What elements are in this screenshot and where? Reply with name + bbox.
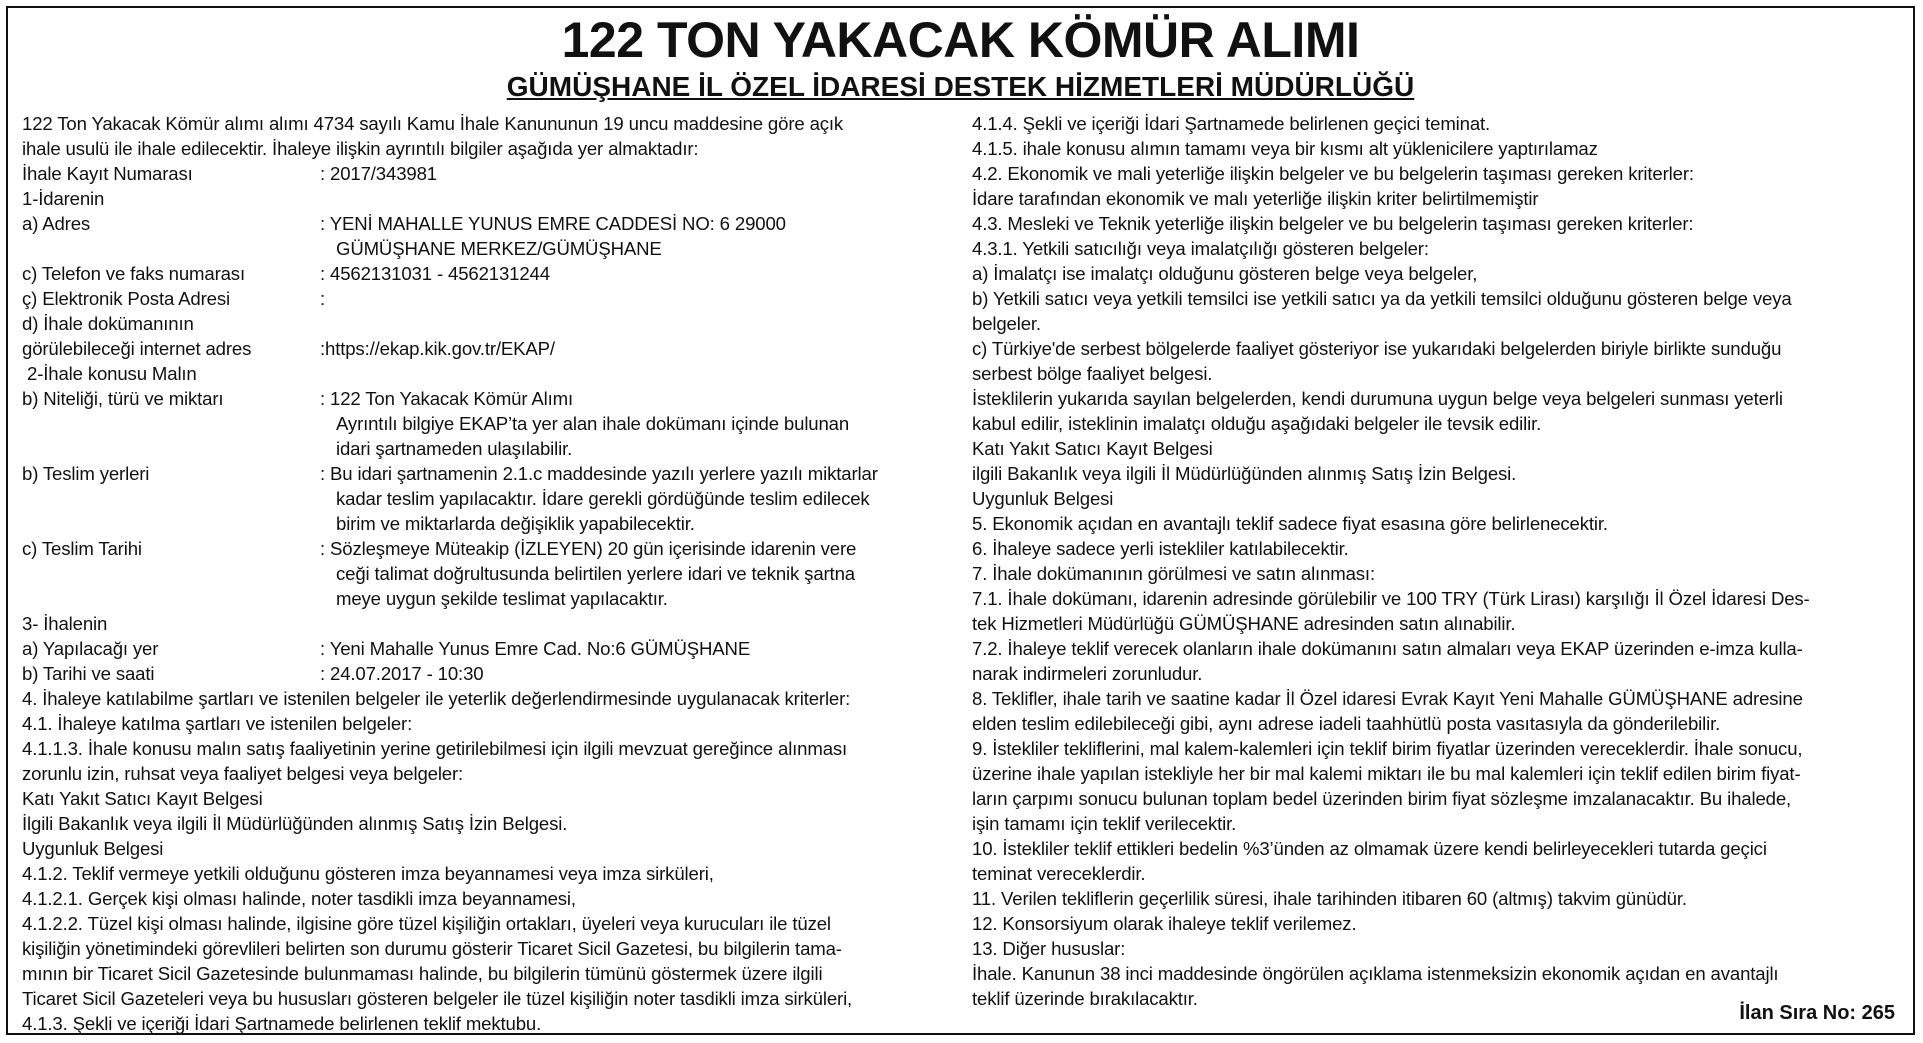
paragraph-line: 13. Diğer hususlar: (972, 938, 1126, 959)
paragraph-line: 4.2. Ekonomik ve mali yeterliğe ilişkin belgeler ve bu belgelerin taşıması gereken kriterler: (972, 163, 1694, 184)
paragraph-line: 7.1. İhale dokümanı, idarenin adresinde görülebilir ve 100 TRY (Türk Lirası) karşılığı İl Özel İdaresi Des- (972, 588, 1810, 609)
adres-row (22, 211, 974, 236)
announcement-page (6, 6, 1915, 1035)
teslim-tarih-value: : Sözleşmeye Müteakip (İZLEYEN) 20 gün içerisinde idarenin vere (320, 538, 857, 559)
paragraph-line: 12. Konsorsiyum olarak ihaleye teklif verilemez. (972, 913, 1357, 934)
saat-label: b) Tarihi ve saati (22, 663, 155, 684)
paragraph-line: narak indirmeleri zorunludur. (972, 663, 1203, 684)
paragraph-line: teklif üzerinde bırakılacaktır. (972, 988, 1198, 1009)
dok-value: :https://ekap.kik.gov.tr/EKAP/ (320, 338, 555, 359)
paragraph-line: İsteklilerin yukarıda sayılan belgelerden, kendi durumuna uygun belge veya belgeleri sunması yeterli (972, 388, 1783, 409)
paragraph-line: 7.2. İhaleye teklif verecek olanların ihale dokümanını satın almaları veya EKAP üzerinden e-imza kulla- (972, 638, 1803, 659)
paragraph-line: 6. İhaleye sadece yerli istekliler katılabilecektir. (972, 538, 1349, 559)
eposta-label: ç) Elektronik Posta Adresi (22, 288, 230, 309)
teslim-yer-value-cont: kadar teslim yapılacaktır. İdare gerekli gördüğünde teslim edilecek (336, 488, 870, 509)
teslim-yer-row (22, 461, 974, 486)
ikn-value: : 2017/343981 (320, 163, 437, 184)
paragraph-line: 4.1.5. ihale konusu alımın tamamı veya bir kısmı alt yüklenicilere yaptırılamaz (972, 138, 1598, 159)
intro-line: ihale usulü ile ihale edilecektir. İhaleye ilişkin ayrıntılı bilgiler aşağıda yer almaktadır: (22, 138, 699, 159)
paragraph-line: 5. Ekonomik açıdan en avantajlı teklif sadece fiyat esasına göre belirlenecektir. (972, 513, 1608, 534)
nitelik-value-cont: Ayrıntılı bilgiye EKAP’ta yer alan ihale dokümanı içinde bulunan (336, 413, 850, 434)
paragraph-line: üzerine ihale yapılan istekliyle her bir mal kalemi miktarı ile bu mal kalemleri için teklif edilen birim fiyat- (972, 763, 1801, 784)
nitelik-value-cont: idari şartnameden ulaşılabilir. (336, 438, 573, 459)
nitelik-label: b) Niteliği, türü ve miktarı (22, 388, 224, 409)
tel-label: c) Telefon ve faks numarası (22, 263, 245, 284)
ilan-sira-no: İlan Sıra No: 265 (1739, 1002, 1895, 1024)
section-heading: 3- İhalenin (22, 613, 108, 634)
nitelik-row (22, 386, 974, 411)
paragraph-line: tek Hizmetleri Müdürlüğü GÜMÜŞHANE adresinden satın alınabilir. (972, 613, 1516, 634)
paragraph-line: ların çarpımı sonucu bulunan toplam bedel üzerinden birim fiyat sözleşme imzalanacaktır. Bu ihalede, (972, 788, 1792, 809)
paragraph-line: Katı Yakıt Satıcı Kayıt Belgesi (22, 788, 263, 809)
paragraph-line: İhale. Kanunun 38 inci maddesinde öngörülen açıklama istenmeksizin ekonomik açıdan en avantajlı (972, 963, 1779, 984)
yer-value: : Yeni Mahalle Yunus Emre Cad. No:6 GÜMÜŞHANE (320, 638, 751, 659)
dok-row (22, 336, 974, 361)
paragraph-line: 9. İstekliler tekliflerini, mal kalem-kalemleri için teklif birim fiyatlar üzerinden vereceklerdir. İhale sonucu, (972, 738, 1803, 759)
paragraph-line: b) Yetkili satıcı veya yetkili temsilci ise yetkili satıcı ya da yetkili temsilci olduğunu gösteren belge veya (972, 288, 1792, 309)
paragraph-line: kabul edilir, isteklinin imalatçı olduğu aşağıdaki belgeler ile tevsik edilir. (972, 413, 1542, 434)
teslim-yer-label: b) Teslim yerleri (22, 463, 150, 484)
paragraph-line: 4.1.2.1. Gerçek kişi olması halinde, noter tasdikli imza beyannamesi, (22, 888, 576, 909)
teslim-yer-value-cont: birim ve miktarlarda değişiklik yapabilecektir. (336, 513, 695, 534)
section-heading: 1-İdarenin (22, 188, 105, 209)
teslim-tarih-row (22, 536, 974, 561)
adres-value: : YENİ MAHALLE YUNUS EMRE CADDESİ NO: 6 29000 (320, 213, 786, 234)
nitelik-value: : 122 Ton Yakacak Kömür Alımı (320, 388, 574, 409)
eposta-row (22, 286, 974, 311)
eposta-value: : (320, 288, 326, 309)
ikn-label: İhale Kayıt Numarası (22, 163, 193, 184)
paragraph-line: 10. İstekliler teklif ettikleri bedelin %3’ünden az olmamak üzere kendi belirleyecekleri tutarda geçici (972, 838, 1767, 859)
section-heading: 2-İhale konusu Malın (22, 363, 197, 384)
saat-row (22, 661, 974, 686)
paragraph-line: İlgili Bakanlık veya ilgili İl Müdürlüğünden alınmış Satış İzin Belgesi. (22, 813, 568, 834)
paragraph-line: 4. İhaleye katılabilme şartları ve istenilen belgeler ile yeterlik değerlendirmesinde uygulanacak kriterler: (22, 688, 851, 709)
paragraph-line: teminat vereceklerdir. (972, 863, 1146, 884)
left-column (22, 111, 974, 1036)
paragraph-line: işin tamamı için teklif verilecektir. (972, 813, 1237, 834)
paragraph-line: 4.1. İhaleye katılma şartları ve istenilen belgeler: (22, 713, 413, 734)
tel-row (22, 261, 974, 286)
paragraph-line: Uygunluk Belgesi (22, 838, 164, 859)
dok-label-line: d) İhale dokümanının (22, 313, 194, 334)
paragraph-line: serbest bölge faaliyet belgesi. (972, 363, 1213, 384)
paragraph-line: c) Türkiye'de serbest bölgelerde faaliyet gösteriyor ise yukarıdaki belgelerden biriyle birlikte sunduğu (972, 338, 1782, 359)
paragraph-line: Katı Yakıt Satıcı Kayıt Belgesi (972, 438, 1213, 459)
paragraph-line: 4.1.2. Teklif vermeye yetkili olduğunu gösteren imza beyannamesi veya imza sirküleri, (22, 863, 714, 884)
yer-label: a) Yapılacağı yer (22, 638, 159, 659)
paragraph-line: 4.1.1.3. İhale konusu malın satış faaliyetinin yerine getirilebilmesi için ilgili mevzuat gereğince alınması (22, 738, 848, 759)
paragraph-line: 4.1.4. Şekli ve içeriği İdari Şartnamede belirlenen geçici teminat. (972, 113, 1491, 134)
saat-value: : 24.07.2017 - 10:30 (320, 663, 484, 684)
adres-label: a) Adres (22, 213, 91, 234)
paragraph-line: a) İmalatçı ise imalatçı olduğunu gösteren belge veya belgeler, (972, 263, 1478, 284)
teslim-tarih-value-cont: meye uygun şekilde teslimat yapılacaktır. (336, 588, 668, 609)
paragraph-line: İdare tarafından ekonomik ve malı yeterliğe ilişkin kriter belirtilmemiştir (972, 188, 1539, 209)
ikn-row (22, 161, 974, 186)
paragraph-line: zorunlu izin, ruhsat veya faaliyet belgesi veya belgeler: (22, 763, 464, 784)
paragraph-line: 8. Teklifler, ihale tarih ve saatine kadar İl Özel idaresi Evrak Kayıt Yeni Mahalle GÜMÜŞHANE adresine (972, 688, 1803, 709)
paragraph-line: elden teslim edilebileceği gibi, aynı adrese iadeli taahhütlü posta vasıtasıyla da gönderilebilir. (972, 713, 1721, 734)
teslim-tarih-label: c) Teslim Tarihi (22, 538, 142, 559)
paragraph-line: 4.1.2.2. Tüzel kişi olması halinde, ilgisine göre tüzel kişiliğin ortakları, üyeleri veya kurucuları ile tüzel (22, 913, 831, 934)
page-subtitle: GÜMÜŞHANE İL ÖZEL İDARESİ DESTEK HİZMETLERİ MÜDÜRLÜĞÜ (506, 71, 1415, 102)
paragraph-line: kişiliğin yönetimindeki görevlileri belirten son durumu gösterir Ticaret Sicil Gazetesi, bu bilgilerin tama- (22, 938, 842, 959)
tel-value: : 4562131031 - 4562131244 (320, 263, 550, 284)
yer-row (22, 636, 974, 661)
teslim-yer-value: : Bu idari şartnamenin 2.1.c maddesinde yazılı yerlere yazılı miktarlar (320, 463, 878, 484)
paragraph-line: belgeler. (972, 313, 1041, 334)
paragraph-line: 4.3.1. Yetkili satıcılığı veya imalatçılığı gösteren belgeler: (972, 238, 1429, 259)
paragraph-line: 7. İhale dokümanının görülmesi ve satın alınması: (972, 563, 1375, 584)
paragraph-line: mının bir Ticaret Sicil Gazetesinde bulunmaması halinde, bu bilgilerin tümünü göstermek üzere ilgili (22, 963, 823, 984)
paragraph-line: Uygunluk Belgesi (972, 488, 1114, 509)
adres-value-cont: GÜMÜŞHANE MERKEZ/GÜMÜŞHANE (336, 238, 662, 259)
teslim-tarih-value-cont: ceği talimat doğrultusunda belirtilen yerlere idari ve teknik şartna (336, 563, 855, 584)
paragraph-line: 4.3. Mesleki ve Teknik yeterliğe ilişkin belgeler ve bu belgelerin taşıması gereken kriterler: (972, 213, 1694, 234)
paragraph-line: 11. Verilen tekliflerin geçerlilik süresi, ihale tarihinden itibaren 60 (altmış) takvim günüdür. (972, 888, 1687, 909)
paragraph-line: Ticaret Sicil Gazeteleri veya bu hususları gösteren belgeler ile tüzel kişiliğin noter tasdikli imza sirküleri, (22, 988, 853, 1009)
right-column (972, 111, 1902, 1011)
page-title: 122 TON YAKACAK KÖMÜR ALIMI (561, 12, 1360, 68)
paragraph-line: 4.1.3. Şekli ve içeriği İdari Şartnamede belirlenen teklif mektubu. (22, 1013, 542, 1034)
intro-line: 122 Ton Yakacak Kömür alımı alımı 4734 sayılı Kamu İhale Kanununun 19 uncu maddesine göre açık (22, 113, 844, 134)
dok-label: görülebileceği internet adres (22, 338, 252, 359)
paragraph-line: ilgili Bakanlık veya ilgili İl Müdürlüğünden alınmış Satış İzin Belgesi. (972, 463, 1517, 484)
